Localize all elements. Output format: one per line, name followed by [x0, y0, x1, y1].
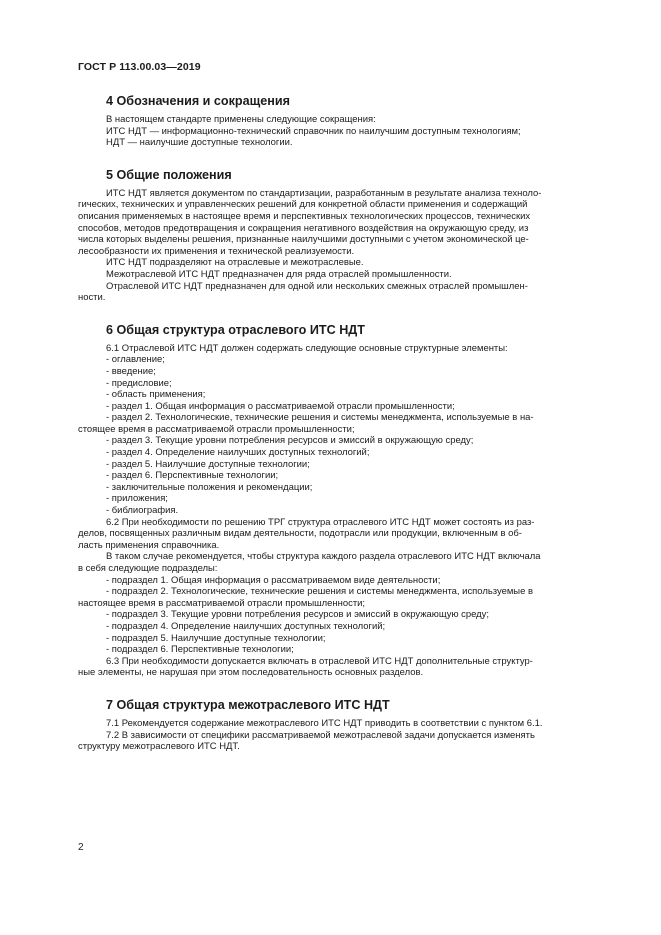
list-item: - раздел 4. Определение наилучших доступных технологий; [106, 447, 370, 459]
section-5-body [78, 187, 614, 304]
section-5-para-line: способов, методов предотвращения и сокращения негативного воздействия на окружающую среду, из [78, 222, 529, 234]
list-item: - подраздел 6. Перспективные технологии; [106, 644, 294, 656]
clause-6-2-line: ласть применения справочника. [78, 539, 220, 551]
section-5-para-line: гических, технических и управленческих решений для конкретной области применения и содержащий [78, 199, 528, 211]
section-4-title: 4 Обозначения и сокращения [106, 94, 290, 108]
list-item: - раздел 2. Технологические, технические решения и системы менеджмента, используемые в на- [106, 412, 534, 424]
clause-7-1: 7.1 Рекомендуется содержание межотраслевого ИТС НДТ приводить в соответствии с пунктом 6.1. [106, 717, 543, 729]
section-7-title: 7 Общая структура межотраслевого ИТС НДТ [106, 697, 390, 712]
section-5-para-line: ности. [78, 292, 106, 304]
clause-6-3-line: ные элементы, не нарушая при этом последовательность основных разделов. [78, 667, 424, 679]
section-4-body [106, 114, 614, 149]
list-item: настоящее время в рассматриваемой отрасли промышленности; [78, 597, 366, 609]
section-6-body [78, 342, 614, 679]
page-number: 2 [78, 842, 84, 853]
clause-6-2-line: В таком случае рекомендуется, чтобы структура каждого раздела отраслевого ИТС НДТ включала [106, 551, 541, 563]
section-7-body [78, 717, 614, 753]
section-5-para-line: Отраслевой ИТС НДТ предназначен для одной или нескольких смежных отраслей промышлен- [106, 280, 528, 292]
list-item: - подраздел 5. Наилучшие доступные технологии; [106, 632, 326, 644]
section-4-line: ИТС НДТ — информационно-технический справочник по наилучшим доступным технологиям; [106, 125, 521, 137]
list-item: стоящее время в рассматриваемой отрасли промышленности; [78, 423, 355, 435]
list-item: - раздел 3. Текущие уровни потребления ресурсов и эмиссий в окружающую среду; [106, 435, 474, 447]
clause-7-2-line: 7.2 В зависимости от специфики рассматриваемой межотраслевой задачи допускается изменять [106, 729, 535, 741]
document-header: ГОСТ Р 113.00.03—2019 [78, 61, 201, 73]
list-item: - подраздел 2. Технологические, технические решения и системы менеджмента, используемые в [106, 586, 533, 598]
section-6-title: 6 Общая структура отраслевого ИТС НДТ [106, 322, 365, 337]
section-5-para-line: ИТС НДТ подразделяют на отраслевые и межотраслевые. [106, 257, 364, 269]
list-item: - приложения; [106, 493, 168, 505]
clause-7-2-line: структуру межотраслевого ИТС НДТ. [78, 741, 240, 753]
list-item: - подраздел 1. Общая информация о рассматриваемом виде деятельности; [106, 574, 441, 586]
section-5-para-line: ИТС НДТ является документом по стандартизации, разработанным в результате анализа техноло- [106, 187, 542, 199]
section-4-line: В настоящем стандарте применены следующие сокращения: [106, 114, 376, 125]
clause-6-2-line: в себя следующие подразделы: [78, 563, 218, 574]
list-item: - предисловие; [106, 377, 172, 389]
clause-6-1-intro: 6.1 Отраслевой ИТС НДТ должен содержать следующие основные структурные элементы: [106, 342, 508, 354]
section-5-para-line: числа которых выделены решения, признанные наилучшими доступными с учетом экономической це- [78, 234, 529, 246]
list-item: - раздел 5. Наилучшие доступные технологии; [106, 458, 310, 470]
list-item: - заключительные положения и рекомендации; [106, 481, 313, 493]
list-item: - область применения; [106, 389, 206, 401]
clause-6-2-line: 6.2 При необходимости по решению ТРГ структура отраслевого ИТС НДТ может состоять из раз- [106, 516, 535, 528]
clause-6-2-line: делов, посвященных различным видам деятельности, подотрасли или продукции, включенным в об- [78, 528, 522, 540]
clause-6-3-line: 6.3 При необходимости допускается включать в отраслевой ИТС НДТ дополнительные структур- [106, 655, 533, 667]
document-body [78, 94, 614, 753]
list-item: - оглавление; [106, 354, 165, 366]
section-5-para-line: описания применяемых в настоящее время и перспективных технологических процессов, технических [78, 210, 531, 222]
list-item: - раздел 6. Перспективные технологии; [106, 470, 279, 482]
list-item: - введение; [106, 365, 156, 377]
list-item: - подраздел 3. Текущие уровни потребления ресурсов и эмиссий в окружающую среду; [106, 609, 490, 621]
section-5-title: 5 Общие положения [106, 167, 232, 182]
section-4-line: НДТ — наилучшие доступные технологии. [106, 137, 293, 149]
section-5-para-line: лесообразности их применения и технической реализуемости. [78, 245, 355, 257]
list-item: - раздел 1. Общая информация о рассматриваемой отрасли промышленности; [106, 400, 455, 412]
list-item: - подраздел 4. Определение наилучших доступных технологий; [106, 620, 386, 632]
section-5-para-line: Межотраслевой ИТС НДТ предназначен для ряда отраслей промышленности. [106, 268, 452, 280]
list-item: - библиография. [106, 505, 179, 517]
